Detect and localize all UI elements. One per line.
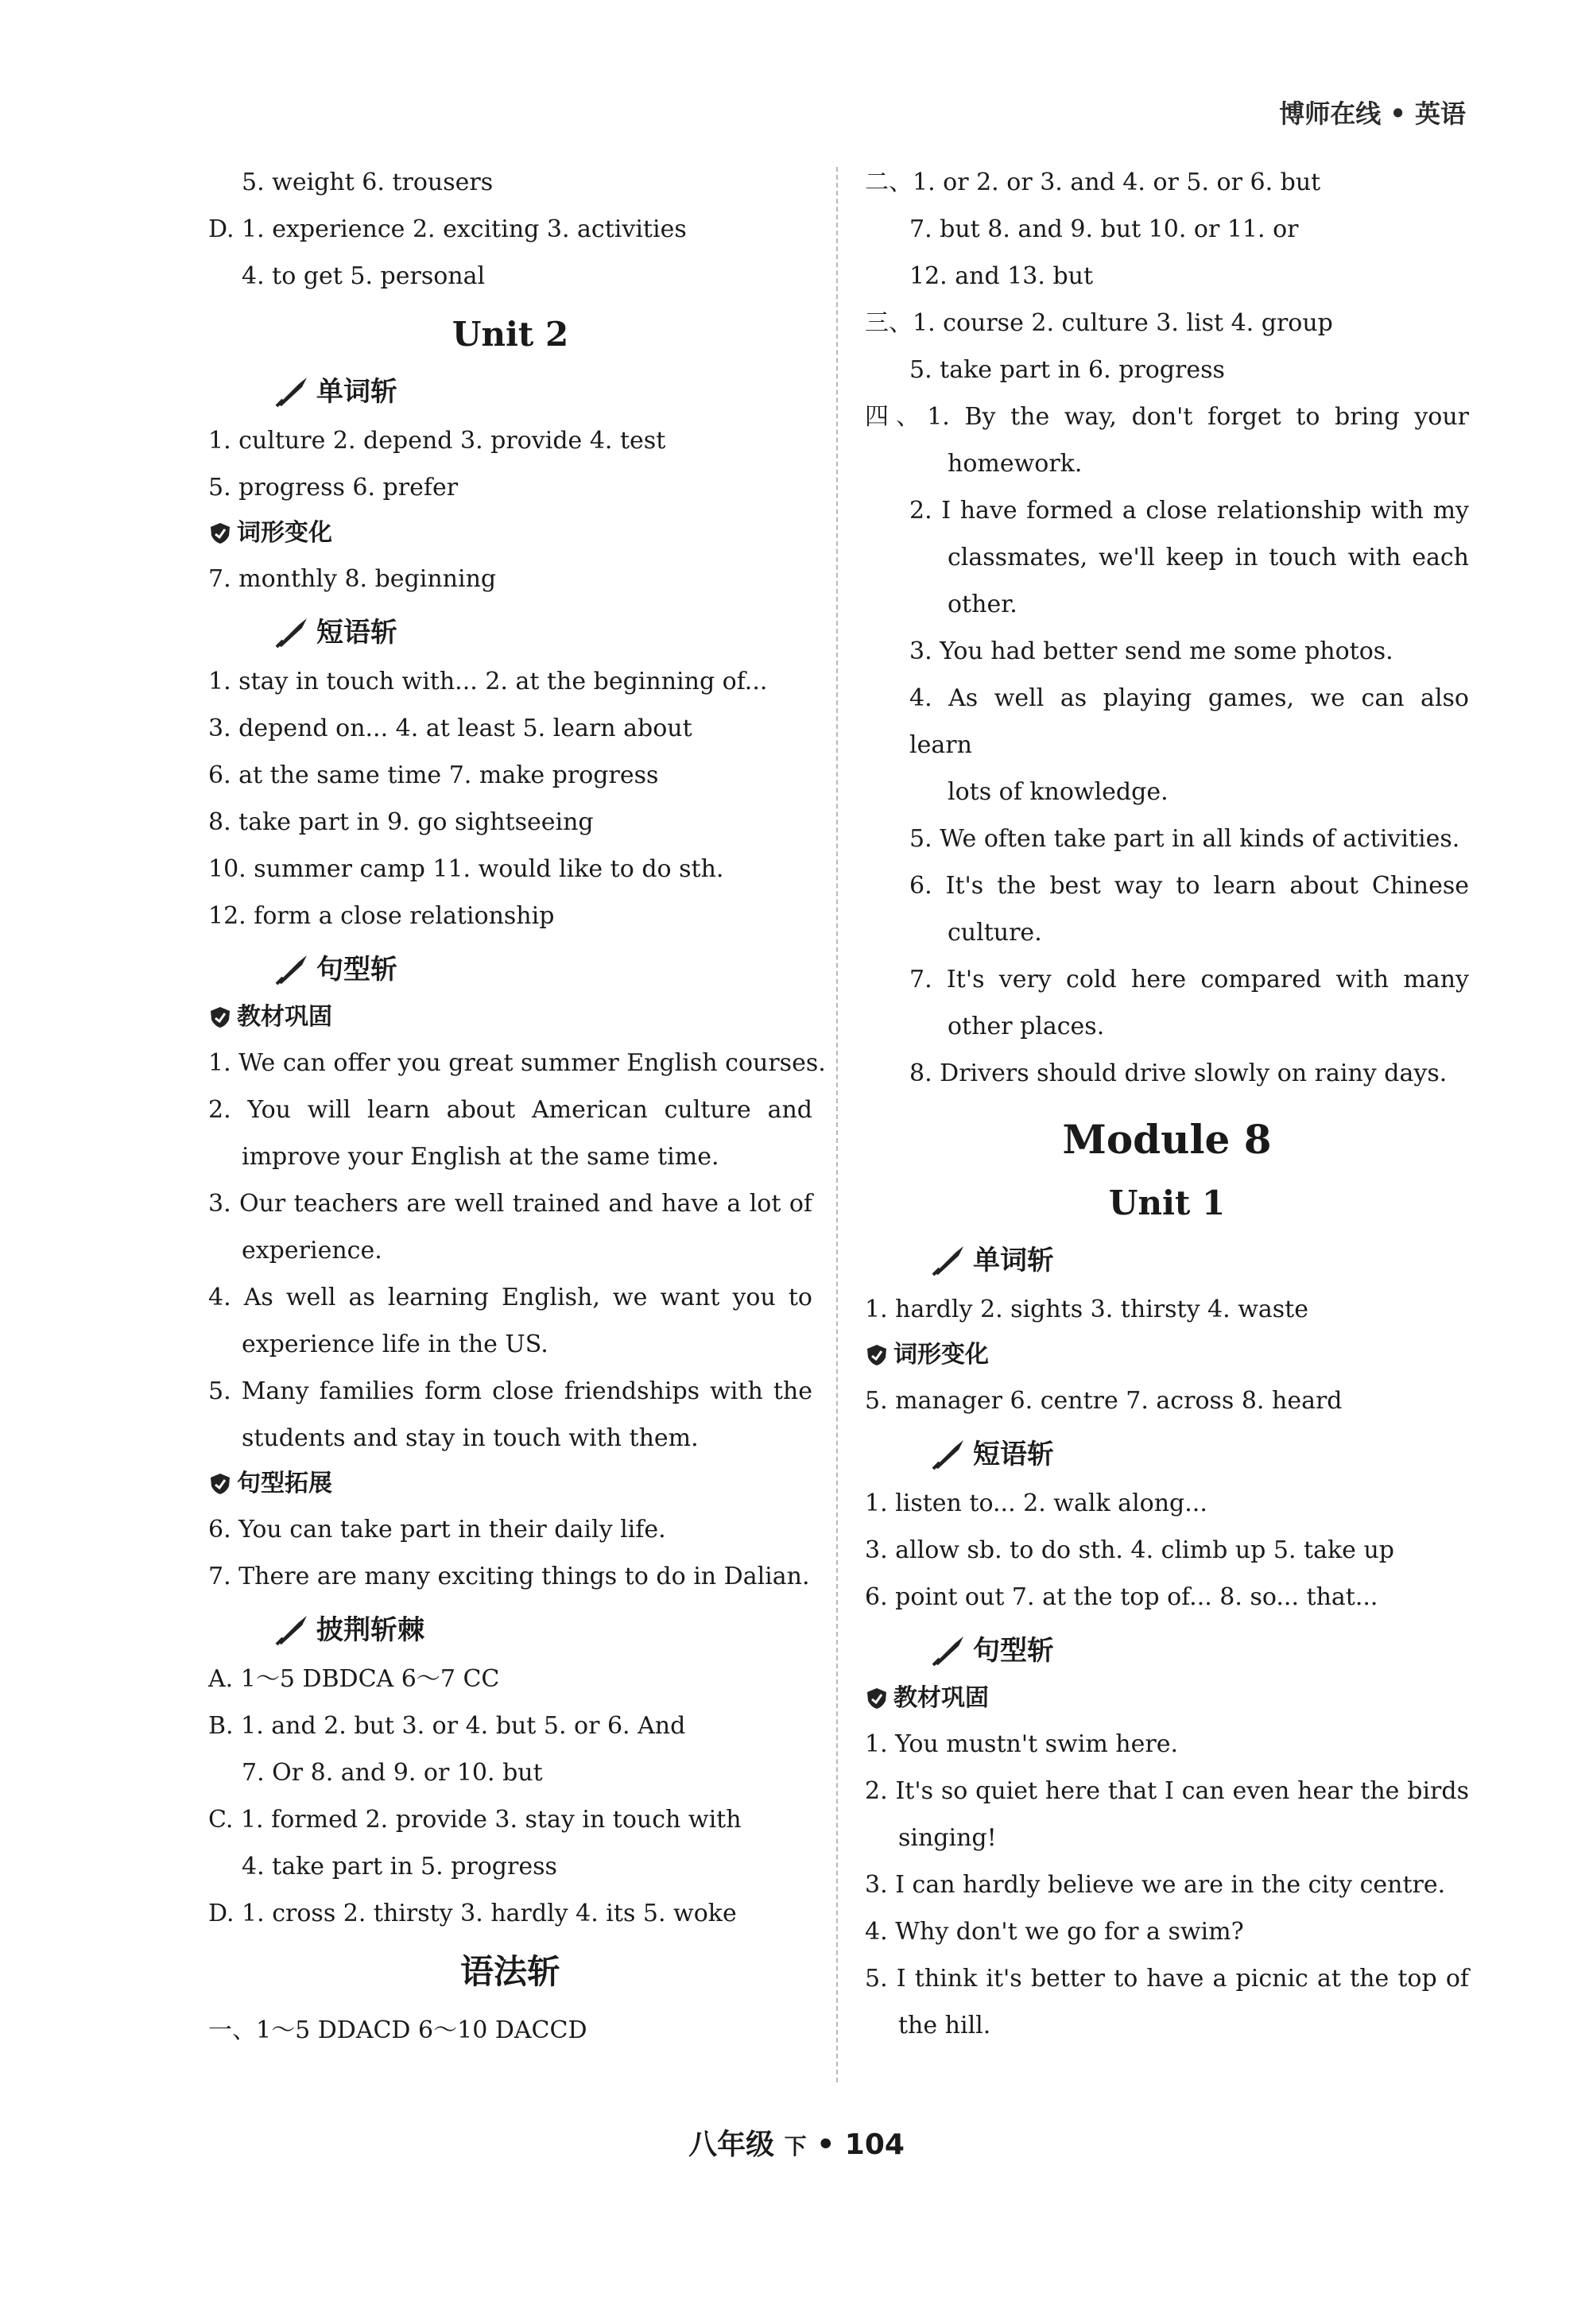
knife-icon (932, 1245, 967, 1276)
answer-line: 2. It's so quiet here that I can even hear the birds (865, 1777, 1469, 1805)
answer-line: 4. to get 5. personal (242, 262, 486, 290)
answer-line: 5. We often take part in all kinds of activities. (909, 825, 1460, 853)
answer-line: other. (948, 591, 1017, 618)
answer-line: 三、1. course 2. culture 3. list 4. group (865, 309, 1333, 337)
page-footer (0, 2122, 1593, 2163)
answer-line: the hill. (898, 2012, 991, 2039)
answer-line: 5. progress 6. prefer (208, 474, 459, 502)
answer-line: C. 1. formed 2. provide 3. stay in touch with (208, 1806, 742, 1834)
brand-name: 博师在线 (1279, 99, 1382, 129)
answer-line: 3. You had better send me some photos. (909, 637, 1393, 665)
column-divider (836, 167, 838, 2082)
answer-line: 12. and 13. but (909, 262, 1094, 290)
answer-line: 一、1～5 DDACD 6～10 DACCD (208, 2016, 587, 2044)
shield-icon (865, 1343, 889, 1367)
answer-line: D. 1. cross 2. thirsty 3. hardly 4. its 5. woke (208, 1900, 737, 1927)
subheading-title: 教材巩固 (893, 1684, 989, 1712)
section-title: 短语斩 (973, 1439, 1054, 1470)
answer-line: 8. Drivers should drive slowly on rainy days. (909, 1059, 1448, 1087)
answer-line: lots of knowledge. (948, 778, 1169, 806)
unit-title: Unit 1 (1108, 1183, 1226, 1222)
answer-line: students and stay in touch with them. (242, 1424, 699, 1452)
answer-line: 3. I can hardly believe we are in the city centre. (865, 1871, 1446, 1899)
answer-line: 2. You will learn about American culture and (208, 1096, 812, 1124)
answer-line: 5. weight 6. trousers (242, 168, 494, 196)
grammar-title: 语法斩 (459, 1952, 560, 1991)
answer-line: experience life in the US. (242, 1330, 548, 1358)
answer-line: 6. You can take part in their daily life. (208, 1516, 666, 1544)
header-dot: • (1390, 99, 1406, 129)
subheading-textbook (865, 1676, 1469, 1721)
answer-line: 5. take part in 6. progress (909, 356, 1225, 384)
knife-icon (275, 954, 310, 986)
section-title: 句型斩 (973, 1635, 1054, 1667)
subheading-textbook (208, 995, 812, 1040)
answer-line: 7. There are many exciting things to do in Dalian. (208, 1563, 810, 1590)
subheading-wordform (208, 511, 812, 556)
knife-icon (275, 376, 310, 408)
answer-line: 四、1. By the way, don't forget to bring your (865, 403, 1469, 431)
answer-line: 1. culture 2. depend 3. provide 4. test (208, 427, 666, 455)
answer-line: 3. depend on... 4. at least 5. learn about (208, 715, 692, 742)
answer-line: homework. (948, 450, 1083, 478)
answer-line: 6. point out 7. at the top of... 8. so... that... (865, 1583, 1378, 1611)
left-column (208, 159, 826, 2054)
footer-dot: • (816, 2128, 835, 2161)
answer-line: improve your English at the same time. (242, 1143, 719, 1171)
knife-icon (932, 1439, 967, 1470)
subheading-title: 词形变化 (237, 519, 332, 547)
answer-line: B. 1. and 2. but 3. or 4. but 5. or 6. And (208, 1712, 686, 1740)
answer-line: 4. take part in 5. progress (242, 1853, 557, 1881)
subject-name: 英语 (1414, 99, 1466, 129)
answer-line: 4. As well as learning English, we want you to (208, 1284, 812, 1311)
module-title: Module 8 (1062, 1116, 1272, 1163)
answer-line: 1. You mustn't swim here. (865, 1730, 1179, 1758)
section-title: 短语斩 (316, 617, 397, 649)
answer-line: 4. Why don't we go for a swim? (865, 1918, 1244, 1946)
section-heading-sentence (932, 1629, 1469, 1673)
answer-line: A. 1～5 DBDCA 6～7 CC (208, 1665, 500, 1693)
shield-icon (208, 1472, 232, 1496)
shield-icon (865, 1687, 889, 1710)
answer-line: 1. We can offer you great summer English courses. (208, 1049, 826, 1077)
section-heading-vocab (932, 1238, 1469, 1283)
answer-line: 3. allow sb. to do sth. 4. climb up 5. take up (865, 1536, 1394, 1564)
unit-title: Unit 2 (452, 315, 569, 354)
answer-line: 6. It's the best way to learn about Chinese (909, 872, 1469, 900)
answer-line: 2. I have formed a close relationship with my (909, 497, 1469, 525)
answer-line: 5. I think it's better to have a picnic at the top of (865, 1965, 1469, 1993)
answer-line: 1. listen to... 2. walk along... (865, 1489, 1207, 1517)
answer-line: 7. Or 8. and 9. or 10. but (242, 1759, 543, 1787)
section-heading-challenge (275, 1608, 812, 1652)
answer-line: 10. summer camp 11. would like to do sth. (208, 855, 724, 883)
shield-icon (208, 521, 232, 545)
shield-icon (208, 1005, 232, 1029)
knife-icon (275, 617, 310, 649)
answer-line: 7. but 8. and 9. but 10. or 11. or (909, 215, 1299, 243)
subheading-title: 句型拓展 (237, 1470, 332, 1497)
page-number: 104 (844, 2128, 905, 2161)
section-heading-phrase (275, 610, 812, 655)
answer-line: experience. (242, 1237, 382, 1265)
section-heading-vocab (275, 370, 812, 414)
answer-line: other places. (948, 1013, 1105, 1040)
volume-label: 下 (784, 2133, 807, 2159)
right-column (865, 159, 1469, 2049)
answer-line: 12. form a close relationship (208, 902, 555, 930)
section-title: 句型斩 (316, 954, 397, 986)
answer-line: D. 1. experience 2. exciting 3. activities (208, 215, 687, 243)
answer-line: 5. manager 6. centre 7. across 8. heard (865, 1387, 1343, 1415)
subheading-wordform (865, 1333, 1469, 1377)
section-heading-sentence (275, 947, 812, 992)
answer-line: 7. monthly 8. beginning (208, 565, 497, 593)
answer-line: 二、1. or 2. or 3. and 4. or 5. or 6. but (865, 168, 1321, 196)
answer-line: 1. hardly 2. sights 3. thirsty 4. waste (865, 1296, 1308, 1323)
knife-icon (932, 1635, 967, 1667)
answer-line: classmates, we'll keep in touch with each (948, 544, 1469, 571)
answer-line: 4. As well as playing games, we can also learn (909, 684, 1469, 759)
section-heading-phrase (932, 1432, 1469, 1477)
subheading-expand (208, 1462, 812, 1506)
answer-line: culture. (948, 919, 1042, 947)
answer-line: 7. It's very cold here compared with many (909, 966, 1469, 994)
section-title: 披荆斩棘 (316, 1614, 424, 1646)
section-title: 单词斩 (316, 376, 397, 408)
knife-icon (275, 1614, 310, 1646)
answer-line: 3. Our teachers are well trained and have a lot of (208, 1190, 812, 1218)
answer-line: 1. stay in touch with... 2. at the beginning of... (208, 668, 768, 695)
answer-line: 5. Many families form close friendships with the (208, 1377, 812, 1405)
subheading-title: 词形变化 (893, 1341, 989, 1369)
answer-line: 6. at the same time 7. make progress (208, 761, 659, 789)
answer-line: 8. take part in 9. go sightseeing (208, 808, 594, 836)
page-header (1279, 94, 1466, 130)
grade-label: 八年级 (688, 2128, 775, 2161)
section-title: 单词斩 (973, 1245, 1054, 1276)
subheading-title: 教材巩固 (237, 1003, 332, 1031)
answer-line: singing! (898, 1824, 997, 1852)
